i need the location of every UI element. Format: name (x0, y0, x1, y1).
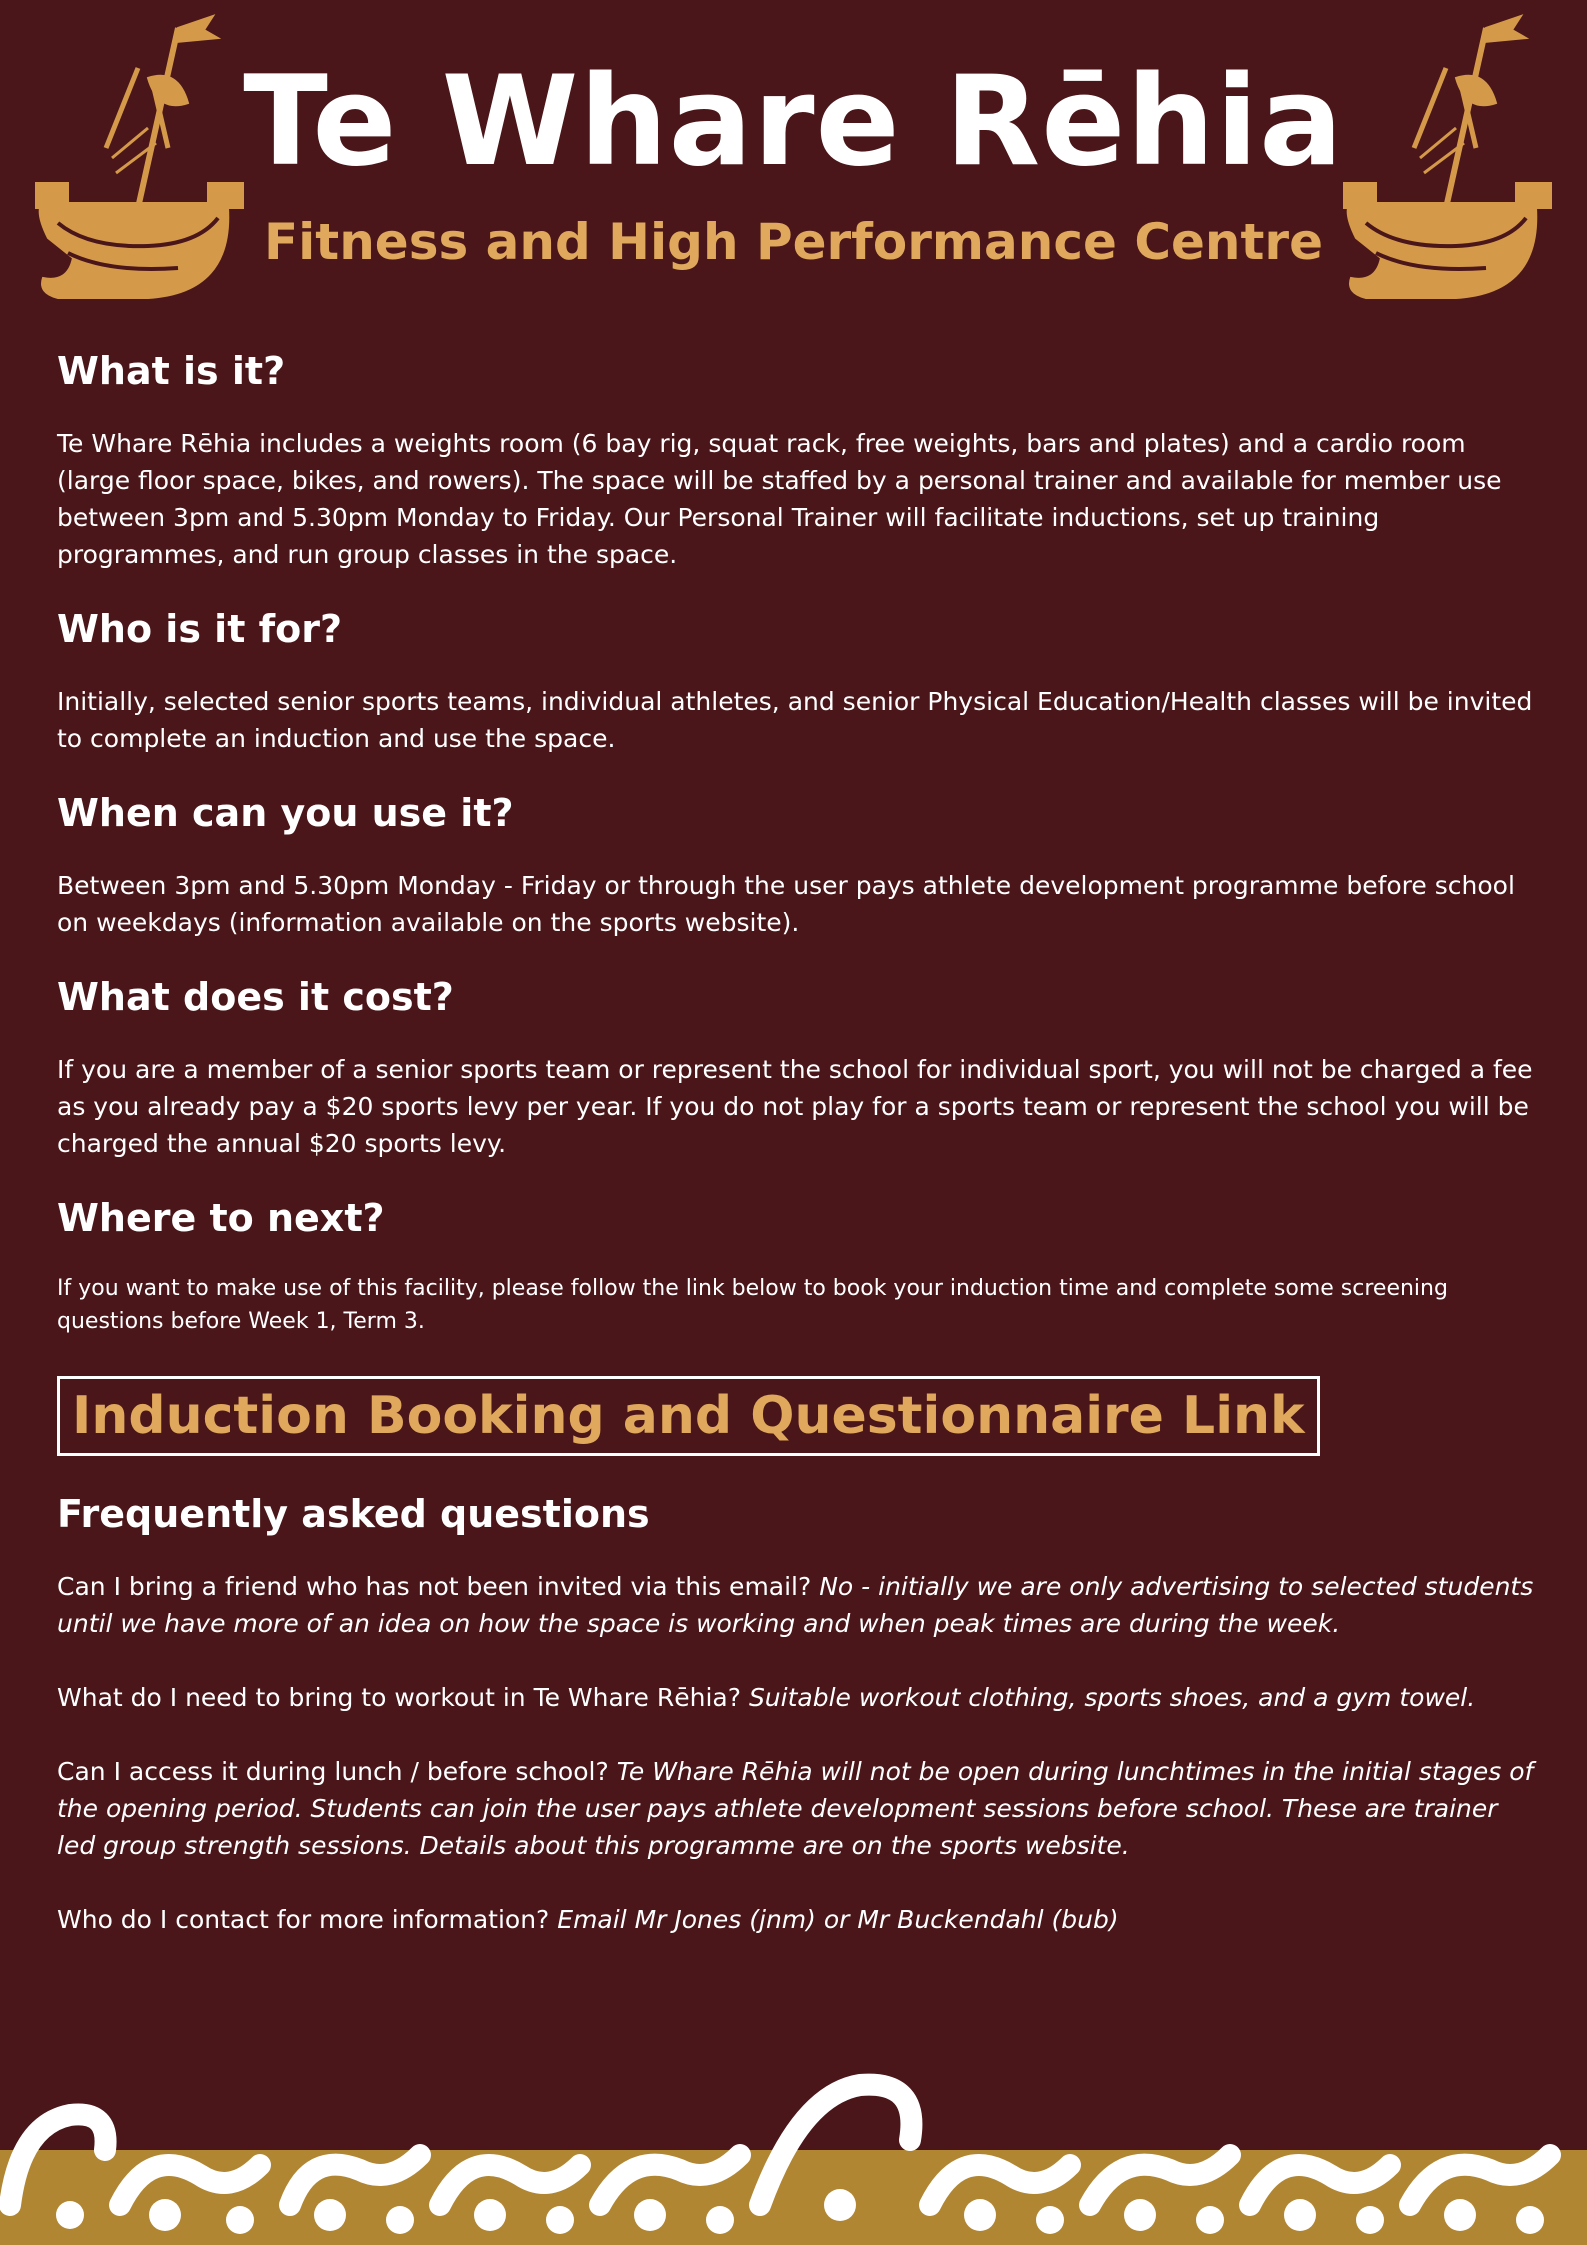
faq-answer: Email Mr Jones (jnm) or Mr Buckendahl (bub) (557, 1905, 1119, 1934)
section-heading: Where to next? (57, 1196, 385, 1240)
section-body: If you are a member of a senior sports team or represent the school for individual sport, you will not be charged a fee as you already pay a $20 sports levy per year. If you do not play for a sports team or represent the school you will be charged the annual $20 sports levy. (57, 1055, 1533, 1158)
faq-item (57, 1753, 1537, 1864)
page-subtitle: Fitness and High Performance Centre (264, 213, 1323, 271)
section-heading: What does it cost? (57, 975, 454, 1019)
section-where-to-next (57, 1192, 1537, 1338)
section-heading: What is it? (57, 349, 286, 393)
section-body: Between 3pm and 5.30pm Monday - Friday or through the user pays athlete development programme before school on weekdays (information available on the sports website). (57, 871, 1515, 937)
section-body: Initially, selected senior sports teams, individual athletes, and senior Physical Education/Health classes will be invited to complete an induction and use the space. (57, 687, 1533, 753)
induction-booking-link[interactable]: Induction Booking and Questionnaire Link (57, 1376, 1320, 1456)
section-body: If you want to make use of this facility, please follow the link below to book your induction time and complete some screening questions before Week 1, Term 3. (57, 1276, 1448, 1334)
faq-answer: Suitable workout clothing, sports shoes, and a gym towel. (748, 1683, 1476, 1712)
faq-question: Can I bring a friend who has not been invited via this email? (57, 1572, 820, 1601)
section-body: Te Whare Rēhia includes a weights room (6 bay rig, squat rack, free weights, bars and plates) and a cardio room (large floor space, bikes, and rowers). The space will be staffed by a personal trainer and available for member use between 3pm and 5.30pm Monday to Friday. Our Personal Trainer will facilitate inductions, set up training programmes, and run group classes in the space. (57, 429, 1502, 569)
main-content (57, 345, 1537, 1975)
faq-answer: Te Whare Rēhia will not be open during lunchtimes in the initial stages of the opening period. Students can join the user pays athlete development sessions before school. These are trainer led group strength sessions. Details about this programme are on the sports website. (57, 1757, 1534, 1860)
faq-heading: Frequently asked questions (57, 1492, 650, 1536)
faq-question: Who do I contact for more information? (57, 1905, 558, 1934)
section-when-can-you-use-it (57, 787, 1537, 941)
section-what-does-it-cost (57, 971, 1537, 1162)
section-who-is-it-for (57, 603, 1537, 757)
section-heading: When can you use it? (57, 791, 514, 835)
faq-item (57, 1679, 1537, 1716)
faq-question: Can I access it during lunch / before school? (57, 1757, 617, 1786)
faq-question: What do I need to bring to workout in Te Whare Rēhia? (57, 1683, 749, 1712)
faq-answer: No - initially we are only advertising to selected students until we have more of an idea on how the space is working and when peak times are during the week. (57, 1572, 1534, 1638)
faq-item (57, 1568, 1537, 1642)
section-heading: Who is it for? (57, 607, 343, 651)
page-title: Te Whare Rēhia (243, 50, 1344, 194)
section-what-is-it (57, 345, 1537, 573)
faq-item (57, 1901, 1537, 1938)
faq-section (57, 1488, 1537, 1938)
kowhaiwhai-pattern-footer (0, 2055, 1587, 2245)
